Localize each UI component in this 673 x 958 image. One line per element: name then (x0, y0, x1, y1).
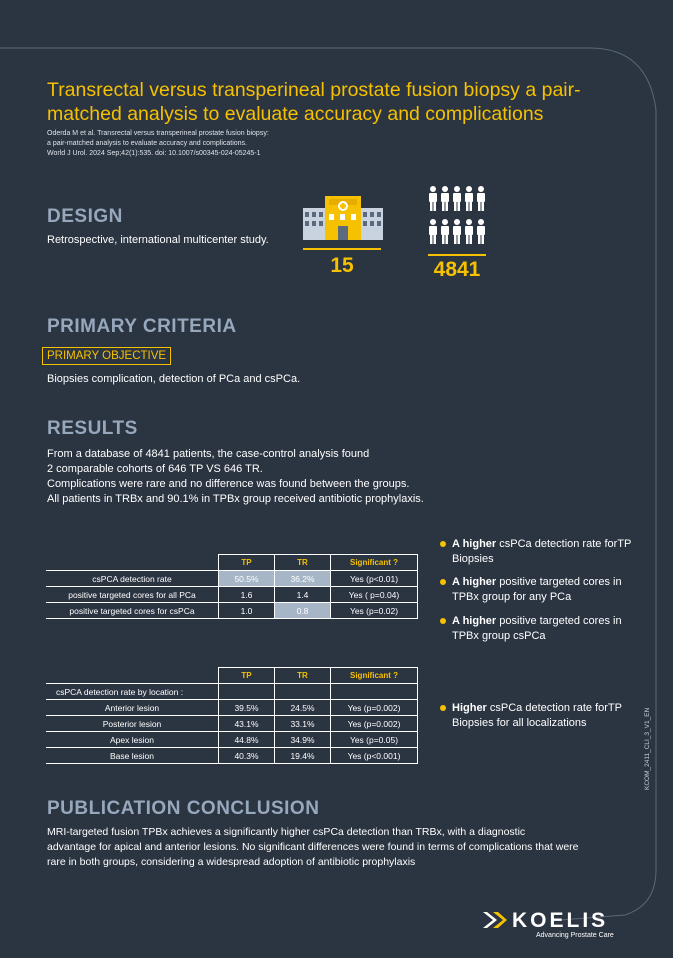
empty-cell (275, 684, 331, 700)
bullet-emphasis: Higher (452, 702, 487, 714)
table-row (46, 587, 418, 603)
table-row (46, 748, 418, 764)
finding-bullet (440, 537, 642, 567)
row-label: positive targeted cores for all PCa (46, 587, 219, 603)
tp-value: 50.5% (219, 571, 275, 587)
row-label: Anterior lesion (46, 700, 219, 716)
tp-value: 40.3% (219, 748, 275, 764)
reference-line: a pair-matched analysis to evaluate accuracy and complications. (47, 140, 247, 147)
table-group-row (46, 684, 418, 700)
results-text (47, 447, 424, 507)
koelis-logo-icon (481, 908, 509, 932)
table-header: Significant ? (331, 555, 418, 571)
bullet-emphasis: A higher (452, 538, 497, 550)
results-table-2 (46, 667, 418, 764)
bullet-dot (440, 618, 446, 624)
results-table-1 (46, 554, 418, 619)
table-header-row (46, 668, 418, 684)
table-header: Significant ? (331, 668, 418, 684)
row-label: Posterior lesion (46, 716, 219, 732)
primary-objective-label: PRIMARY OBJECTIVE (42, 347, 171, 365)
tp-value: 1.6 (219, 587, 275, 603)
significance: Yes ( p=0.04) (331, 587, 418, 603)
significance: Yes (p<0.01) (331, 571, 418, 587)
results-line: 2 comparable cohorts of 646 TP VS 646 TR. (47, 463, 263, 475)
tr-value: 34.9% (275, 732, 331, 748)
page-title: Transrectal versus transperineal prostate fusion biopsy a pair-matched analysis to evaluate accuracy and complications (47, 79, 581, 125)
table-header: TP (219, 555, 275, 571)
table-header-blank (46, 555, 219, 571)
bullet-emphasis: A higher (452, 576, 497, 588)
tr-value: 19.4% (275, 748, 331, 764)
significance: Yes (p=0.05) (331, 732, 418, 748)
brand-name: KOELIS (512, 909, 609, 932)
empty-cell (219, 684, 275, 700)
group-label: csPCA detection rate by location : (46, 684, 219, 700)
reference (47, 129, 269, 159)
tp-value: 39.5% (219, 700, 275, 716)
tr-value: 33.1% (275, 716, 331, 732)
criteria-heading: PRIMARY CRITERIA (47, 316, 237, 337)
table-row (46, 732, 418, 748)
bullet-text: positive targeted cores in TPBx group csPCa (452, 615, 622, 642)
row-label: positive targeted cores for csPCa (46, 603, 219, 619)
conclusion-line: MRI-targeted fusion TPBx achieves a significantly higher csPCa detection than TRBx, with a diagnostic (47, 826, 526, 838)
bullet-dot (440, 579, 446, 585)
row-label: csPCA detection rate (46, 571, 219, 587)
conclusion-line: rare in both groups, considering a widespread adoption of antibiotic prophylaxis (47, 856, 416, 868)
table-row (46, 603, 418, 619)
design-heading: DESIGN (47, 206, 123, 227)
objective-text: Biopsies complication, detection of PCa and csPCa. (47, 373, 301, 385)
divider (428, 254, 486, 256)
results-line: All patients in TRBx and 90.1% in TPBx group received antibiotic prophylaxis. (47, 493, 424, 505)
bullet-dot (440, 541, 446, 547)
bullet-text: csPCa detection rate forTP Biopsies (452, 538, 632, 565)
table-header: TP (219, 668, 275, 684)
brand-tagline: Advancing Prostate Care (536, 932, 614, 939)
table-header-blank (46, 668, 219, 684)
divider (303, 248, 381, 250)
finding-bullet (440, 575, 642, 605)
table-header-row (46, 555, 418, 571)
reference-line: Oderda M et al. Transrectal versus transperineal prostate fusion biopsy: (47, 130, 269, 137)
table-header: TR (275, 555, 331, 571)
significance: Yes (p=0.002) (331, 700, 418, 716)
row-label: Base lesion (46, 748, 219, 764)
results-line: Complications were rare and no difference was found between the groups. (47, 478, 410, 490)
hospital-icon (303, 194, 383, 240)
table-header: TR (275, 668, 331, 684)
conclusion-text (47, 825, 579, 870)
significance: Yes (p<0.001) (331, 748, 418, 764)
finding-bullet (440, 701, 642, 731)
table-row (46, 571, 418, 587)
results-heading: RESULTS (47, 418, 138, 439)
significance: Yes (p=0.002) (331, 716, 418, 732)
patients-count: 4841 (433, 258, 481, 281)
results-line: From a database of 4841 patients, the case-control analysis found (47, 448, 370, 460)
patients-icon (428, 186, 486, 248)
table-row (46, 700, 418, 716)
tp-value: 1.0 (219, 603, 275, 619)
bullet-text: positive targeted cores in TPBx group for any PCa (452, 576, 622, 603)
significance: Yes (p=0.02) (331, 603, 418, 619)
table-row (46, 716, 418, 732)
tr-value: 36.2% (275, 571, 331, 587)
tp-value: 43.1% (219, 716, 275, 732)
finding-bullet (440, 614, 642, 644)
tr-value: 0.8 (275, 603, 331, 619)
tr-value: 24.5% (275, 700, 331, 716)
tr-value: 1.4 (275, 587, 331, 603)
conclusion-heading: PUBLICATION CONCLUSION (47, 798, 320, 819)
bullet-emphasis: A higher (452, 615, 497, 627)
bullet-text: csPCa detection rate forTP Biopsies for all localizations (452, 702, 622, 729)
design-text: Retrospective, international multicenter study. (47, 234, 269, 246)
reference-line: World J Urol. 2024 Sep;42(1):535. doi: 10.1007/s00345-024-05245-1 (47, 150, 261, 157)
row-label: Apex lesion (46, 732, 219, 748)
centers-count: 15 (330, 254, 354, 277)
document-code: KCOM_2411_CLI_3_V1_EN (644, 707, 651, 790)
empty-cell (331, 684, 418, 700)
bullet-dot (440, 705, 446, 711)
conclusion-line: advantage for apical and anterior lesions. No significant differences were found in terms of complications that were (47, 841, 579, 853)
tp-value: 44.8% (219, 732, 275, 748)
